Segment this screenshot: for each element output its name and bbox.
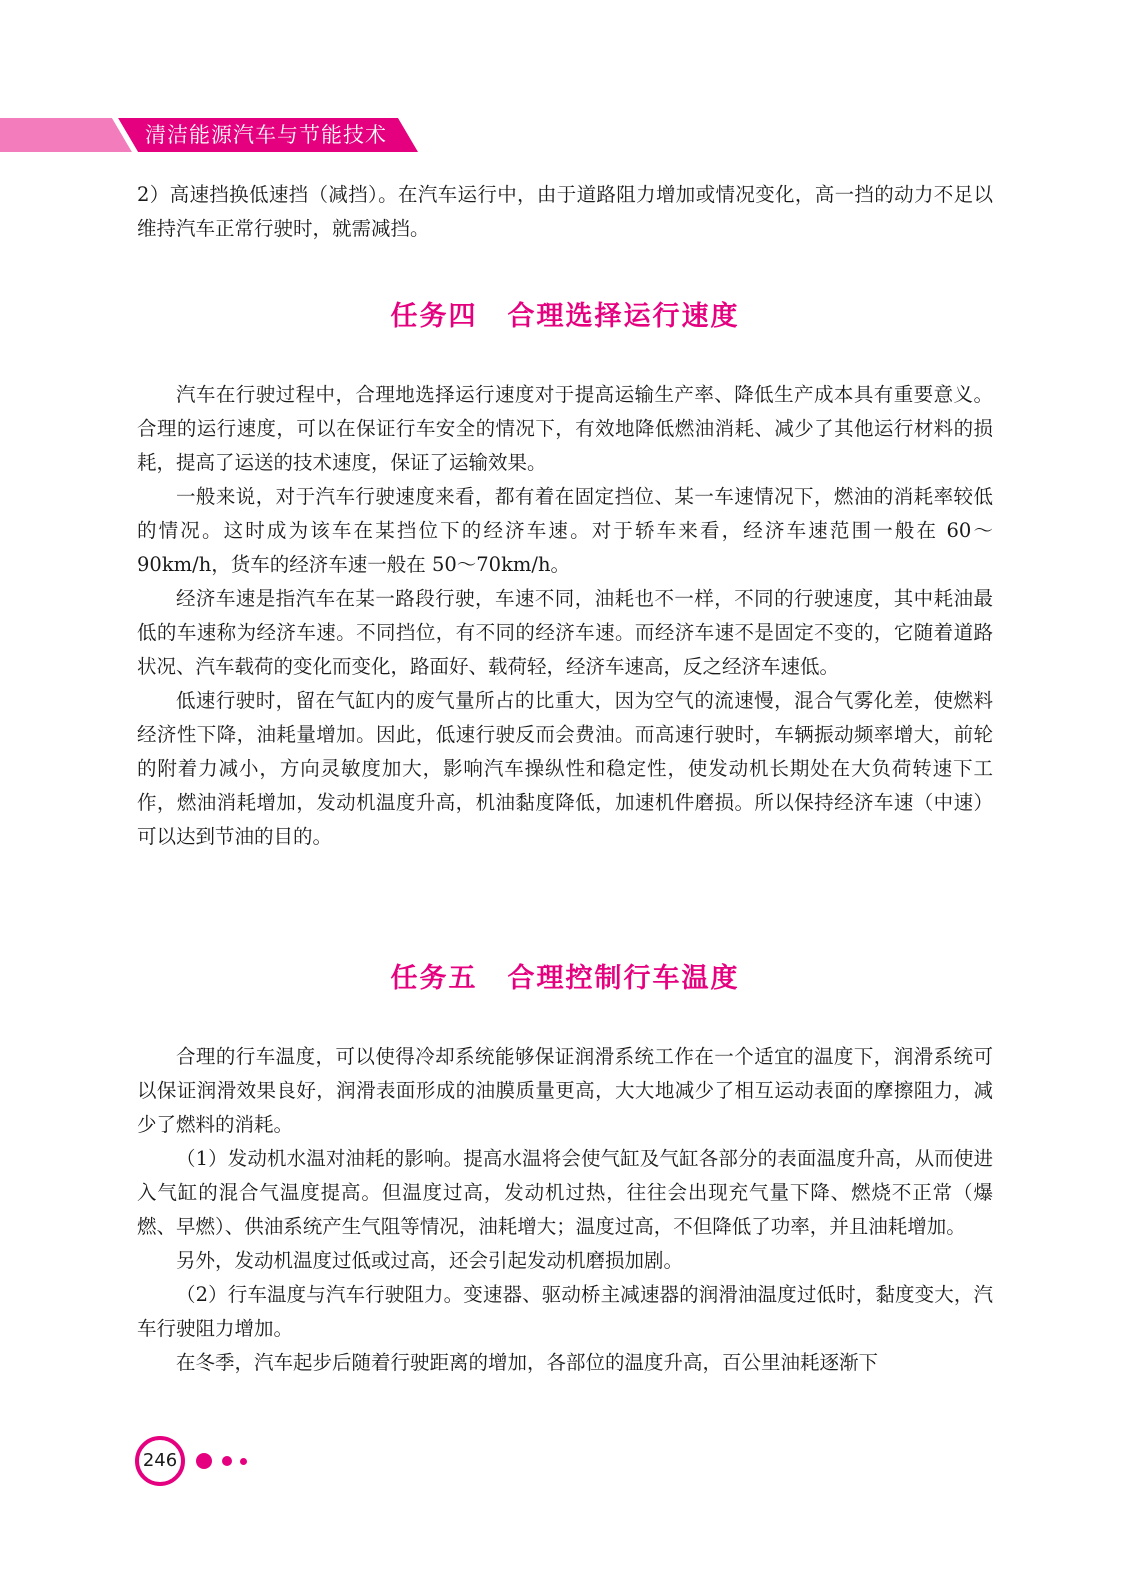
running-header-title: 清洁能源汽车与节能技术 <box>145 123 387 147</box>
dot-decoration-icon <box>240 1458 247 1465</box>
dot-decoration-icon <box>196 1453 212 1469</box>
paragraph: （2）行车温度与汽车行驶阻力。变速器、驱动桥主减速器的润滑油温度过低时，黏度变大，汽车行驶阻力增加。 <box>137 1283 993 1340</box>
section-heading-4 <box>137 294 993 333</box>
dot-decoration-icon <box>222 1456 232 1466</box>
paragraph: （1）发动机水温对油耗的影响。提高水温将会使气缸及气缸各部分的表面温度升高，从而使进入气缸的混合气温度提高。但温度过高，发动机过热，往往会出现充气量下降、燃烧不正常（爆燃、早燃）、供油系统产生气阻等情况，油耗增大；温度过高，不但降低了功率，并且油耗增加。 <box>137 1147 993 1238</box>
section-label: 任务五 <box>390 963 478 994</box>
paragraph: 合理的行车温度，可以使得冷却系统能够保证润滑系统工作在一个适宜的温度下，润滑系统可以保证润滑效果良好，润滑表面形成的油膜质量更高，大大地减少了相互运动表面的摩擦阻力，减少了燃料的消耗。 <box>137 1045 993 1136</box>
page-number: 246 <box>142 1450 178 1471</box>
paragraph: 一般来说，对于汽车行驶速度来看，都有着在固定挡位、某一车速情况下，燃油的消耗率较低的情况。这时成为该车在某挡位下的经济车速。对于轿车来看，经济车速范围一般在 60～90km/h，货车的经济车速一般在 50～70km/h。 <box>137 485 993 576</box>
paragraph: 在冬季，汽车起步后随着行驶距离的增加，各部位的温度升高，百公里油耗逐渐下 <box>176 1351 879 1374</box>
paragraph: 低速行驶时，留在气缸内的废气量所占的比重大，因为空气的流速慢，混合气雾化差，使燃料经济性下降，油耗量增加。因此，低速行驶反而会费油。而高速行驶时，车辆振动频率增大，前轮的附着力减小，方向灵敏度加大，影响汽车操纵性和稳定性，使发动机长期处在大负荷转速下工作，燃油消耗增加，发动机温度升高，机油黏度降低，加速机件磨损。所以保持经济车速（中速）可以达到节油的目的。 <box>137 689 993 848</box>
paragraph: 汽车在行驶过程中，合理地选择运行速度对于提高运输生产率、降低生产成本具有重要意义。合理的运行速度，可以在保证行车安全的情况下，有效地降低燃油消耗、减少了其他运行材料的损耗，提高了运送的技术速度，保证了运输效果。 <box>137 383 993 474</box>
section-5-body <box>137 1040 993 1380</box>
section-title: 合理控制行车温度 <box>507 963 740 994</box>
paragraph: 2）高速挡换低速挡（减挡）。在汽车运行中，由于道路阻力增加或情况变化，高一挡的动力不足以维持汽车正常行驶时，就需减挡。 <box>137 183 993 240</box>
section-label: 任务四 <box>390 301 478 332</box>
paragraph: 另外，发动机温度过低或过高，还会引起发动机磨损加剧。 <box>176 1249 684 1272</box>
paragraph: 经济车速是指汽车在某一路段行驶，车速不同，油耗也不一样，不同的行驶速度，其中耗油最低的车速称为经济车速。不同挡位，有不同的经济车速。而经济车速不是固定不变的，它随着道路状况、汽车载荷的变化而变化，路面好、载荷轻，经济车速高，反之经济车速低。 <box>137 587 993 678</box>
section-heading-5 <box>137 956 993 995</box>
section-4-body <box>137 378 993 854</box>
intro-block <box>137 178 993 246</box>
section-title: 合理选择运行速度 <box>507 301 740 332</box>
